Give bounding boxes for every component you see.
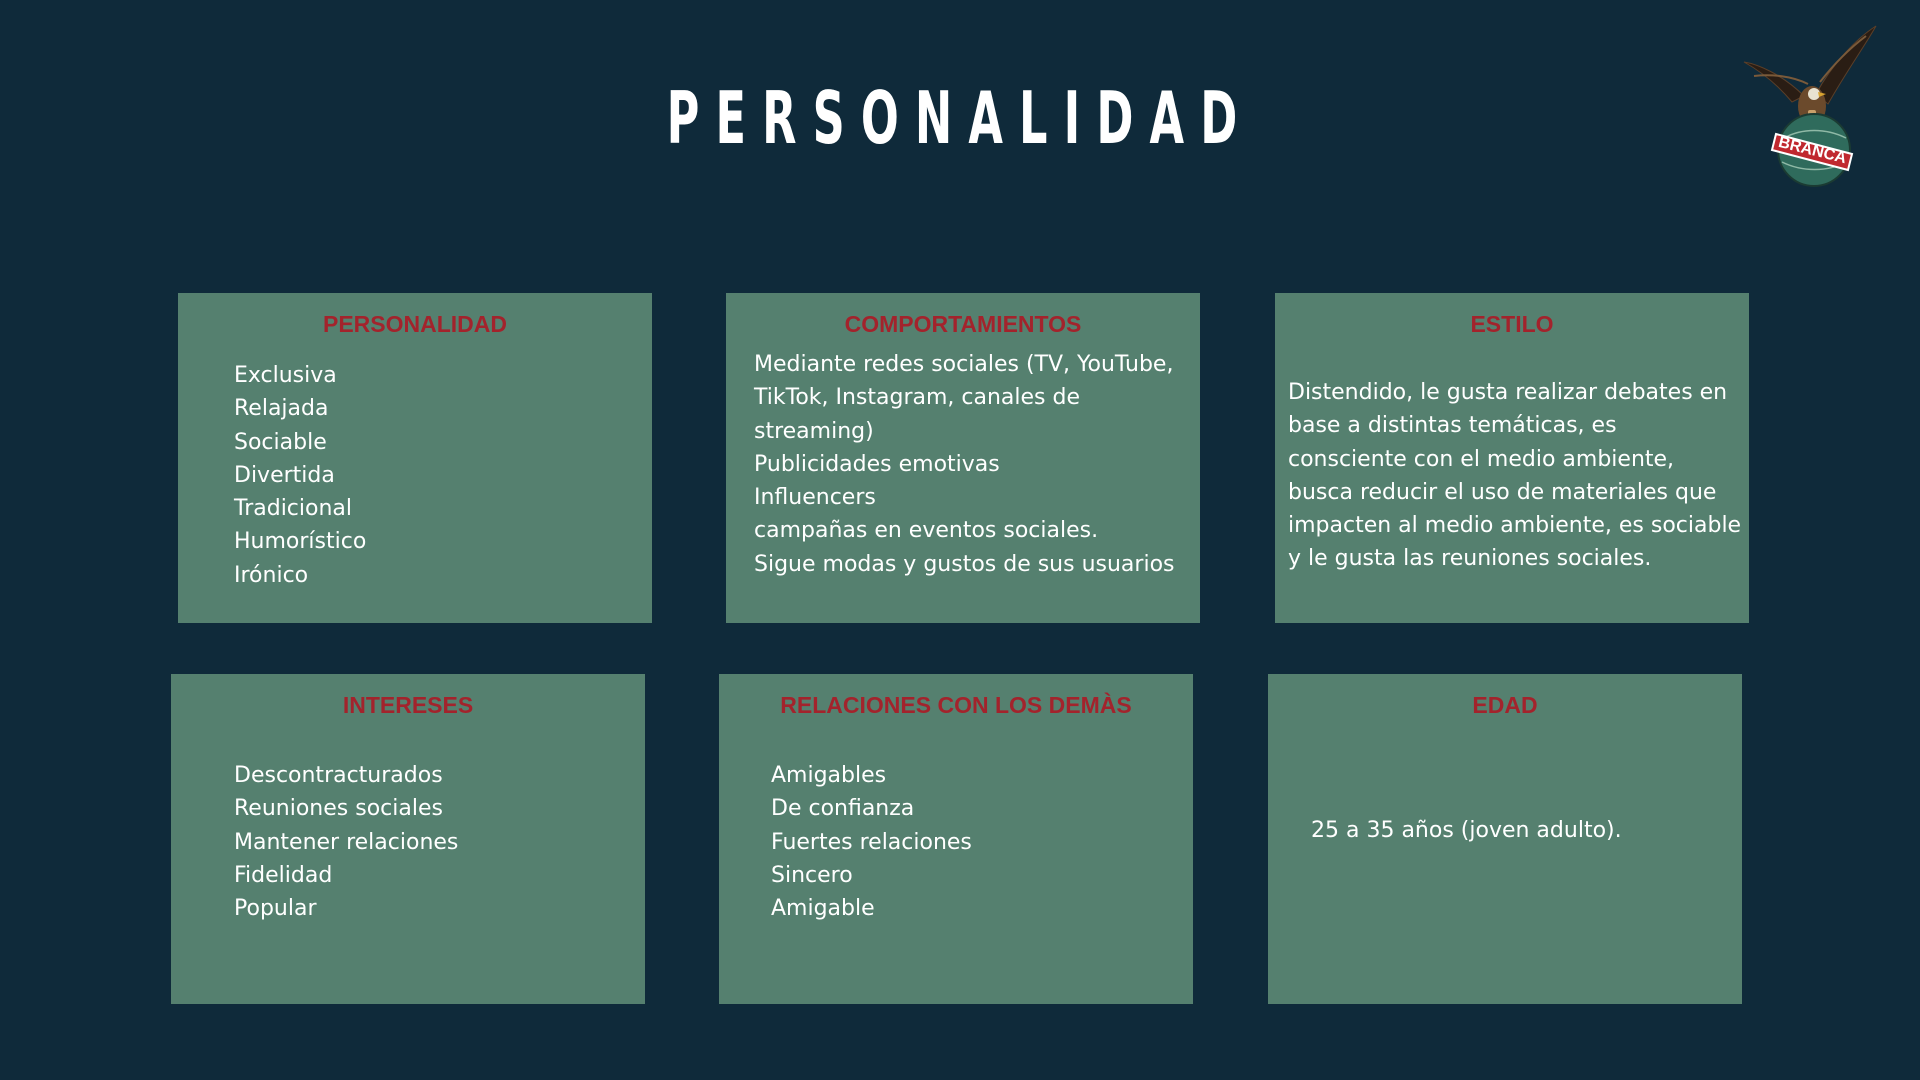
branca-logo <box>1742 24 1882 190</box>
list-item: Humorístico <box>234 529 367 555</box>
card-heading: INTERESES <box>342 692 474 718</box>
card-relaciones <box>719 674 1193 1004</box>
age-range: 25 a 35 años (joven adulto). <box>1311 818 1622 843</box>
behaviors-list <box>754 348 1175 581</box>
text-line: busca reducir el uso de materiales que <box>1288 479 1717 505</box>
card-comportamientos <box>726 293 1200 623</box>
list-item: Publicidades emotivas <box>754 451 1000 477</box>
list-item: Tradicional <box>234 496 353 522</box>
list-item: Amigable <box>771 896 875 922</box>
list-item: Mediante redes sociales (TV, YouTube, <box>754 352 1174 377</box>
list-item: Irónico <box>234 562 309 588</box>
list-item: Divertida <box>234 462 335 488</box>
list-item: Descontracturados <box>234 763 443 788</box>
list-item: De confianza <box>771 796 915 822</box>
list-item: Relajada <box>234 396 329 422</box>
list-item: Sincero <box>771 862 853 888</box>
list-item: TikTok, Instagram, canales de <box>754 385 1081 411</box>
card-heading: PERSONALIDAD <box>322 311 507 337</box>
card-heading: ESTILO <box>1470 311 1554 337</box>
list-item: Influencers <box>754 485 876 511</box>
text-line: impacten al medio ambiente, es sociable <box>1288 513 1742 539</box>
list-item: Sociable <box>234 429 327 455</box>
list-item: Mantener relaciones <box>234 829 459 855</box>
list-item: Reuniones sociales <box>234 796 443 822</box>
list-item: Sigue modas y gustos de sus usuarios <box>754 551 1175 577</box>
list-item: Fidelidad <box>234 862 333 888</box>
text-line: base a distintas temáticas, es <box>1288 413 1617 439</box>
card-heading: COMPORTAMIENTOS <box>844 311 1082 337</box>
personality-list <box>234 359 366 592</box>
card-heading: EDAD <box>1472 692 1538 718</box>
text-line: consciente con el medio ambiente, <box>1288 446 1675 472</box>
card-heading: RELACIONES CON LOS DEMÀS <box>780 692 1132 718</box>
logo-text: BRANCA <box>1776 133 1849 168</box>
text-line: y le gusta las reuniones sociales. <box>1288 546 1652 572</box>
list-item: Amigables <box>771 763 887 788</box>
interests-list <box>234 759 458 925</box>
list-item: Fuertes relaciones <box>771 829 972 855</box>
list-item: campañas en eventos sociales. <box>754 518 1099 544</box>
text-line: Distendido, le gusta realizar debates en <box>1288 380 1728 405</box>
page-title: PERSONALIDAD <box>666 76 1254 160</box>
style-description <box>1288 376 1741 576</box>
card-personalidad <box>178 293 652 623</box>
eagle-globe-icon <box>1742 24 1882 190</box>
list-item: Exclusiva <box>234 363 337 388</box>
relations-list <box>771 759 972 925</box>
list-item: Popular <box>234 896 317 922</box>
card-intereses <box>171 674 645 1004</box>
card-edad <box>1268 674 1742 1004</box>
card-estilo <box>1275 293 1749 623</box>
list-item: streaming) <box>754 418 874 444</box>
